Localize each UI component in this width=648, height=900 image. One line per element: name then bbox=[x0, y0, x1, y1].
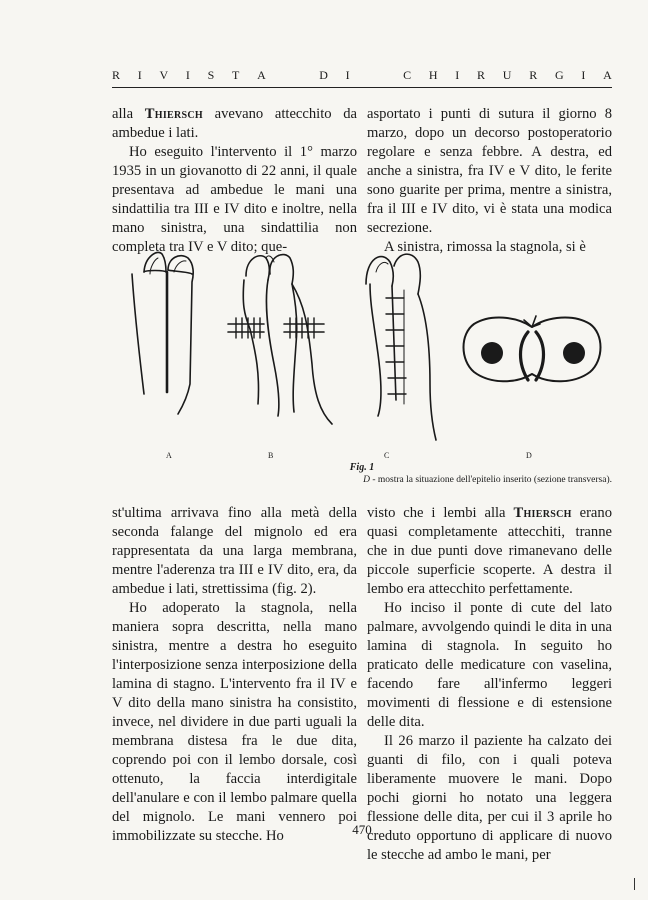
header-letter: I bbox=[455, 68, 460, 82]
header-letter: A bbox=[603, 68, 612, 82]
paragraph: A sinistra, rimossa la stagnola, si è bbox=[384, 239, 586, 255]
header-letter: I bbox=[581, 68, 586, 82]
drawing-d bbox=[464, 316, 601, 381]
header-letter: H bbox=[428, 68, 438, 82]
header-letter: G bbox=[554, 68, 564, 82]
running-header bbox=[112, 68, 612, 83]
header-letter: D bbox=[319, 68, 328, 82]
header-letter: V bbox=[159, 68, 169, 82]
header-letter: C bbox=[403, 68, 412, 82]
page-number: 470 bbox=[352, 822, 372, 837]
paragraph: Ho adoperato la stagnola, nella maniera sopra descritta, nella mano sinistra, mentre a destra ho eseguito l'interposizione senza interposizione della lamina di stagno. L'intervento fra il IV e V dito della mano sinistra ha consistito, invece, nel dividere in due parti uguali la membrana distesa fra le due dita, coprendo poi con il lembo dorsale, così ottenuto, la faccia interdigitale dell'anulare e con il lembo palmare quella del mignolo. Le mani vennero poi immobilizzate su stecche. Ho bbox=[112, 600, 357, 844]
author-name: Thiersch bbox=[144, 106, 203, 122]
margin-mark bbox=[634, 878, 635, 890]
header-letter: R bbox=[477, 68, 486, 82]
header-letter: S bbox=[207, 68, 215, 82]
header-letter: R bbox=[112, 68, 121, 82]
figure-label-a: A bbox=[166, 451, 172, 460]
header-letter: I bbox=[185, 68, 190, 82]
header-letter: R bbox=[529, 68, 538, 82]
paragraph: st'ultima arrivava fino alla metà della seconda falange del mignolo ed era rappresentata da una larga membrana, mentre l'aderenza tra III e IV dito, era, da ambedue i lati, strettissima (fig. 2). bbox=[112, 505, 357, 597]
figure-hand-diagrams bbox=[108, 244, 620, 466]
header-rule bbox=[112, 87, 612, 88]
paragraph: alla Thiersch avevano attecchito da ambedue i lati. bbox=[112, 106, 357, 141]
paragraph: visto che i lembi alla Thiersch erano quasi completamente attecchiti, tranne che in due punti dove rimanevano delle piccole superficie scoperte. A destra il lembo era attecchito perfettamente. bbox=[367, 505, 612, 597]
text-column-top-left bbox=[112, 105, 357, 257]
drawing-a bbox=[132, 252, 193, 414]
header-letter: T bbox=[232, 68, 240, 82]
drawing-c bbox=[366, 254, 436, 440]
header-letter: U bbox=[502, 68, 512, 82]
figure-label-c: C bbox=[384, 451, 390, 460]
text-column-top-right bbox=[367, 105, 612, 257]
figure-title: Fig. 1 bbox=[349, 462, 375, 473]
author-name: Thiersch bbox=[513, 505, 572, 521]
text-column-bottom-right bbox=[367, 504, 612, 865]
figure-caption: D - mostra la situazione dell'epitelio inserito (sezione transversa). bbox=[363, 475, 612, 485]
header-letter: I bbox=[345, 68, 350, 82]
figure-label-b: B bbox=[268, 451, 274, 460]
paragraph: Il 26 marzo il paziente ha calzato dei guanti di filo, con i quali poteva liberamente muovere le mani. Dopo pochi giorni ho notato una leggera flessione delle dita, per cui il 3 aprile ho creduto opportuno di applicare di nuovo le stecche ad ambo le mani, per bbox=[367, 733, 612, 863]
paragraph: asportato i punti di sutura il giorno 8 marzo, dopo un decorso postoperatorio regolare e senza febbre. A destra, ed anche a sinistra, fra IV e V dito, le ferite sono guarite per prima, mentre a sinistra, fra il III e IV dito, vi è stata una modica secrezione. bbox=[367, 106, 612, 236]
header-letter: A bbox=[257, 68, 266, 82]
paragraph: Ho eseguito l'intervento il 1° marzo 1935 in un giovanotto di 22 anni, il quale presentava ad ambedue le mani una sindattilia tra III e IV dito e inoltre, nella mano sinistra, una sindattilia non completa tra IV e V dito; que- bbox=[112, 144, 357, 255]
drawing-b bbox=[228, 255, 332, 424]
paragraph: Ho inciso il ponte di cute del lato palmare, avvolgendo quindi le dita in una lamina di stagnola. In seguito ho praticato delle medicature con vaselina, facendo fare all'infermo leggeri movimenti di flessione e di estensione delle dita. bbox=[367, 600, 612, 730]
text-column-bottom-left bbox=[112, 504, 357, 846]
figure-label-d: D bbox=[526, 451, 532, 460]
header-letter: I bbox=[137, 68, 142, 82]
